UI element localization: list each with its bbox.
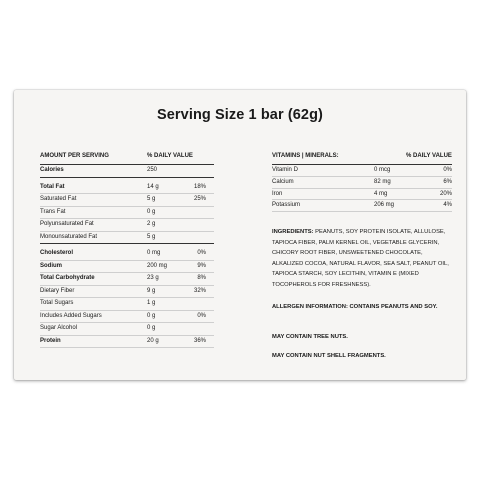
vitamin-row [272,189,452,201]
nutrient-daily-value: 8% [197,275,206,281]
vitamin-row [272,200,452,212]
nutrient-daily-value: 18% [193,183,206,190]
vitamin-label: Iron [272,190,283,197]
nutrient-daily-value: 36% [193,337,206,344]
amount-per-serving-header: AMOUNT PER SERVING [40,153,109,159]
serving-size-title: Serving Size 1 bar (62g) [157,107,323,123]
nutrient-row [40,194,214,207]
nutrient-daily-value: 9% [197,262,206,269]
nutrition-facts-table [40,152,214,348]
ingredients-label: INGREDIENTS: [272,229,314,235]
nutrient-label: Polyunsaturated Fat [40,221,94,227]
nutrient-label: Calories [40,167,64,173]
vitamin-daily-value: 20% [439,190,452,197]
vitamin-daily-value: 0% [443,167,452,173]
nutrient-amount: 0 g [147,208,156,215]
nutrient-row [40,165,214,178]
nutrient-row [40,261,214,274]
nutrient-amount: 5 g [147,233,156,240]
nutrient-amount: 23 g [147,275,159,281]
nutrient-row [40,311,214,324]
vitamins-minerals-header: VITAMINS | MINERALS: [272,153,339,159]
vitamin-label: Calcium [272,178,294,185]
nutrient-rows [40,165,214,348]
nutrient-row [40,182,214,195]
nutrient-daily-value: 0% [197,312,206,319]
nutrient-label: Sugar Alcohol [40,325,78,331]
vitamins-daily-value-header: % DAILY VALUE [406,153,452,159]
ingredients-paragraph [272,227,454,290]
nutrient-label: Includes Added Sugars [40,312,102,319]
nutrient-amount: 1 g [147,300,156,306]
vitamin-label: Potassium [272,202,301,209]
vitamin-daily-value: 6% [443,178,452,185]
nutrient-amount: 5 g [147,196,156,202]
nutrient-row [40,219,214,232]
tree-nuts-warning: MAY CONTAIN TREE NUTS. [272,334,348,340]
nutrient-label: Total Carbohydrate [40,275,95,281]
vitamin-amount: 82 mg [374,178,391,185]
nutrient-amount: 250 [147,167,158,173]
vitamin-rows [272,165,452,212]
nutrient-row [40,207,214,220]
vitamin-amount: 206 mg [374,202,395,209]
vitamin-row [272,165,452,177]
vitamin-amount: 4 mg [374,190,388,197]
nutrient-daily-value: 25% [193,196,206,202]
nutrient-amount: 20 g [147,337,159,344]
nutrient-row [40,336,214,349]
vitamin-row [272,177,452,189]
nutrition-label-card [14,90,466,380]
nut-shell-warning: MAY CONTAIN NUT SHELL FRAGMENTS. [272,353,386,359]
nutrient-label: Trans Fat [40,208,66,215]
nutrient-label: Sodium [40,262,62,269]
nutrient-label: Dietary Fiber [40,287,75,294]
nutrient-label: Total Sugars [40,300,74,306]
ingredients-text: PEANUTS, SOY PROTEIN ISOLATE, ALLULOSE, TAPIOCA FIBER, PALM KERNEL OIL, VEGETABLE GLYCERIN, CHICORY ROOT FIBER, UNSWEETENED CHOCOLATE, ALKALIZED COCOA, NATURAL FLAVOR, SEA SALT, PEANUT OIL, TAPIOCA STARCH, SOY LECITHIN, VITAMIN E (MIXED TOCOPHEROLS FOR FRESHNESS). [272,229,449,288]
nutrient-label: Total Fat [40,183,65,190]
nutrient-amount: 9 g [147,287,156,294]
allergen-info: ALLERGEN INFORMATION: CONTAINS PEANUTS AND SOY. [272,304,438,310]
vitamin-amount: 0 mcg [374,167,391,173]
nutrition-table-header [40,152,214,161]
nutrient-row [40,286,214,299]
vitamin-daily-value: 4% [443,202,452,209]
nutrient-row [40,248,214,261]
nutrient-amount: 0 g [147,325,156,331]
vitamin-label: Vitamin D [272,167,298,173]
vitamins-table-header [272,152,452,161]
nutrient-label: Cholesterol [40,250,74,256]
nutrient-row [40,232,214,245]
nutrient-row [40,298,214,311]
vitamins-minerals-table [272,152,452,212]
daily-value-header: % DAILY VALUE [147,153,193,159]
nutrient-amount: 200 mg [147,262,168,269]
nutrient-amount: 0 mg [147,250,161,256]
nutrient-row [40,323,214,336]
nutrient-label: Monounsaturated Fat [40,233,98,240]
nutrient-daily-value: 32% [193,287,206,294]
nutrient-amount: 14 g [147,183,159,190]
nutrient-label: Protein [40,337,61,344]
nutrient-amount: 0 g [147,312,156,319]
nutrient-row [40,273,214,286]
nutrient-daily-value: 0% [197,250,206,256]
nutrient-label: Saturated Fat [40,196,77,202]
nutrient-amount: 2 g [147,221,156,227]
